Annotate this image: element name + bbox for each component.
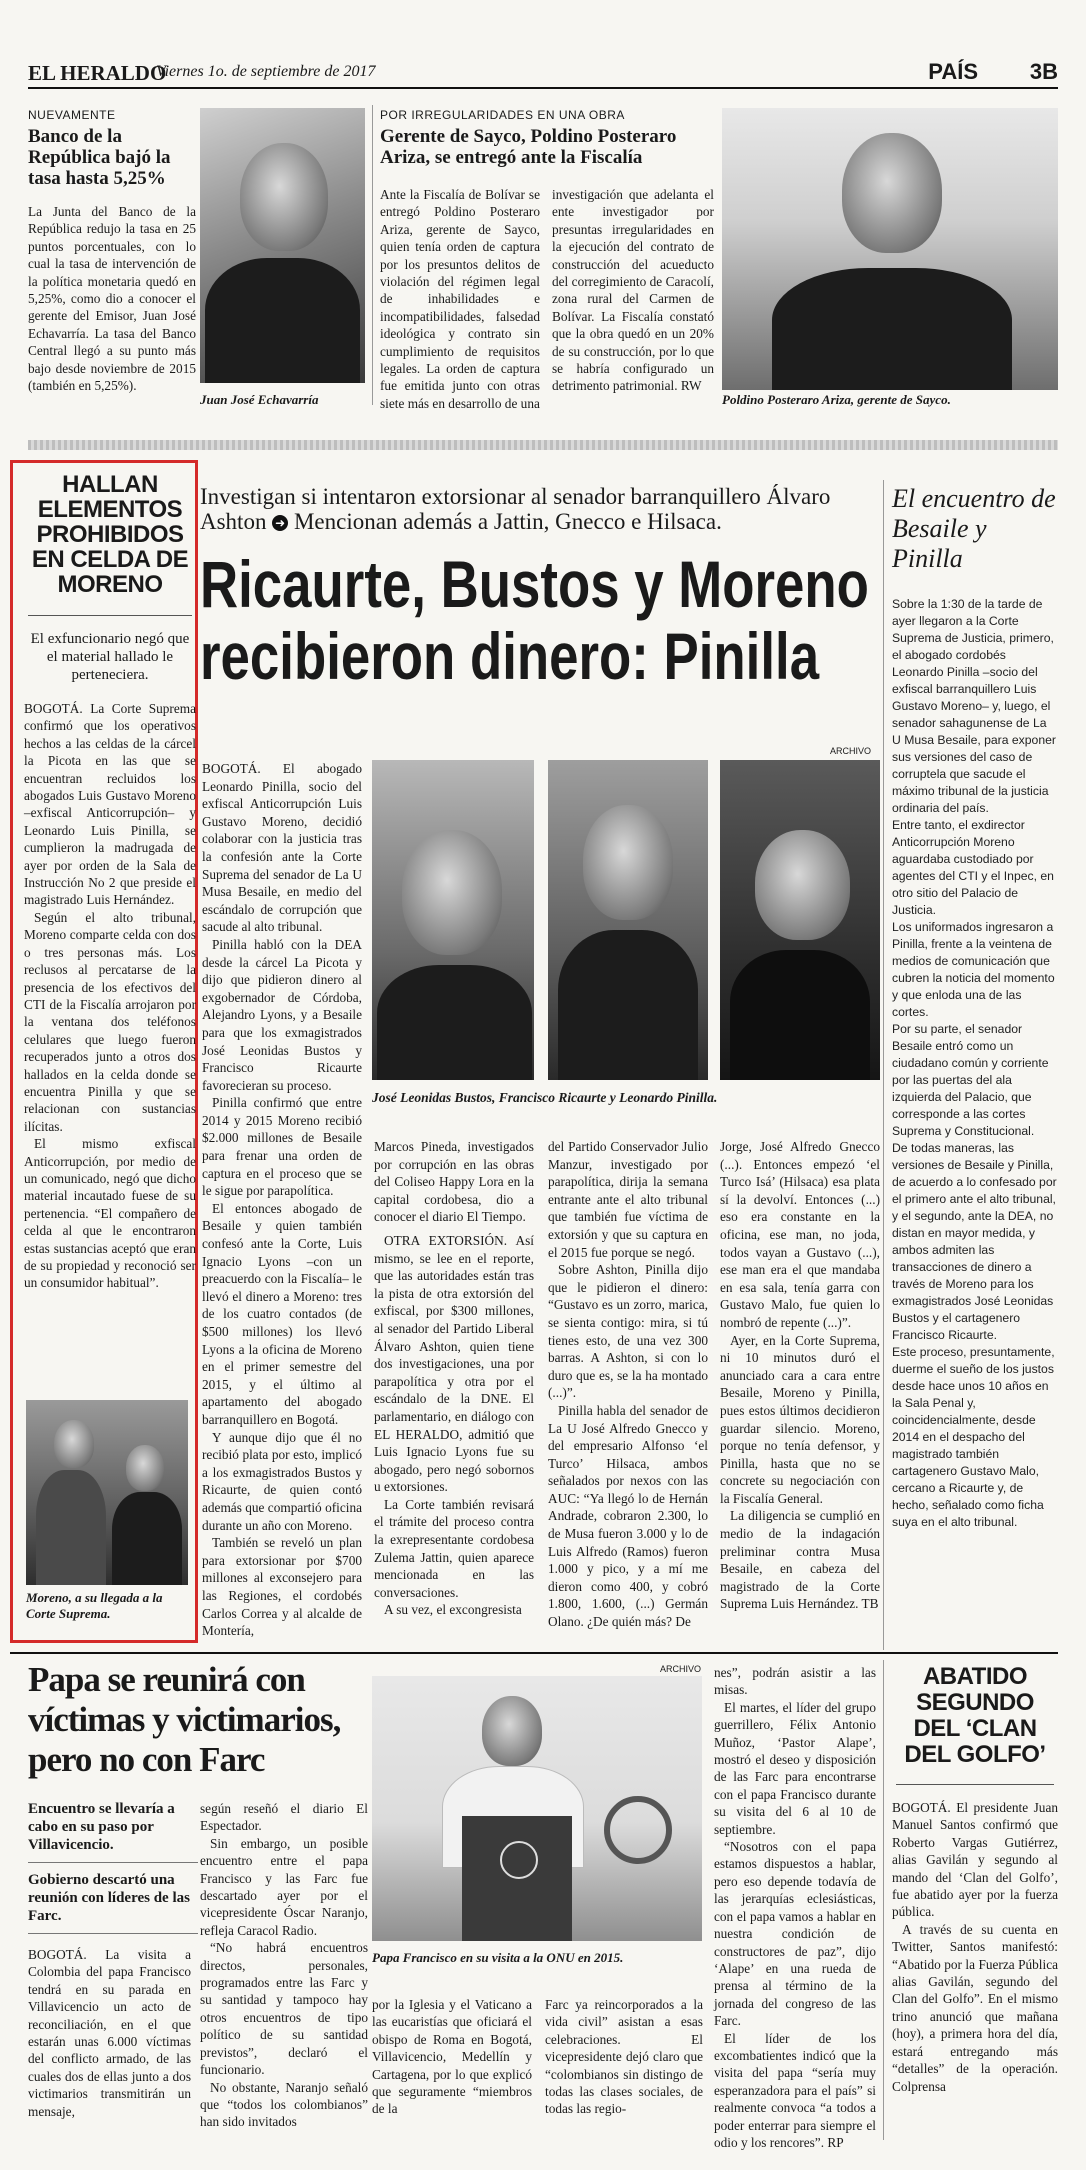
papa-headline: Papa se reunirá con víctimas y victimarios, pero no con Farc bbox=[28, 1660, 341, 1779]
paragraph: El líder de los excombatientes indicó que la visita del papa “sería muy esperanzadora para el país” si realmente convoca “a todos a poder enterrar para siempre el odio y los rencores”. RP bbox=[714, 2030, 876, 2150]
paragraph: OTRA EXTORSIÓN. Así mismo, se lee en el reporte, que las autoridades están tras la pista de otra extorsión del exfiscal, por $300 millones, al senador del Partido Liberal Álvaro Ashton, quien tiene dos investigaciones, una por parapolítica y otra por el escándalo de la DNE. El parlamentario, en diálogo con EL HERALDO, admitió que Luis Ignacio Lyons fue su abogado, pero negó sobornos u extorsiones. bbox=[374, 1232, 534, 1495]
brief-title: Banco de la República bajó la tasa hasta 5,25% bbox=[28, 126, 171, 189]
brief-col: Ante la Fiscalía de Bolívar se entregó Poldino Posteraro Ariza, gerente de Sayco, quien tenía orden de captura por los presuntos delitos de violación del régimen legal de inhabilidades e incompatibilidades, falsedad ideológica y contrato sin cumplimiento de requisitos legales. La orden de captura fue emitida junto con otras siete más en desarrollo de una bbox=[380, 187, 540, 411]
newspaper-name: EL HERALDO bbox=[28, 61, 167, 85]
photo-posteraro bbox=[722, 108, 1058, 390]
paragraph: Marcos Pineda, investigados por corrupción en las obras del Coliseo Happy Lora en la capital cordobesa, dio a conocer el diario El Tiempo. bbox=[374, 1139, 534, 1225]
paragraph: Según el alto tribunal, Moreno comparte celda con dos o tres personas más. Los reclusos al percatarse de la presencia de los efectivos del CTI de la Fiscalía arrojaron por la ventana dos teléfonos celulares que luego fueron recuperados junto a otros dos hallados en la celda donde se encuentra Pinilla y que se relacionan con sustancias ilícitas. bbox=[24, 909, 196, 1134]
papa-column bbox=[200, 1800, 368, 2131]
main-column bbox=[202, 760, 362, 1640]
paragraph: Pinilla confirmó que entre 2014 y 2015 Moreno recibió $2.000 millones de Besaile para frenar una orden de captura en el proceso que se le sigue por parapolítica. bbox=[202, 1095, 362, 1199]
paragraph: del Partido Conservador Julio Manzur, investigado por parapolítica, dirija la semana entrante ante el alto tribunal que también fue víctima de extorsión y que su captura en el 2015 fue porque se negó. bbox=[548, 1139, 708, 1260]
deck-rule bbox=[28, 1862, 198, 1863]
abatido-body bbox=[892, 1799, 1058, 2095]
paragraph: Sin embargo, un posible encuentro entre el papa Francisco y las Farc fue descartado ayer por el vicepresidente Óscar Naranjo, refleja Caracol Radio. bbox=[200, 1835, 368, 1938]
sidebar-body bbox=[24, 700, 196, 1292]
photo-echavarria bbox=[200, 108, 365, 383]
brief-body: La Junta del Banco de la República redujo la tasa en 25 puntos porcentuales, con lo cual la tasa de intervención de la política monetaria quedó en 5,25%, como dio a conocer el gerente del Emisor, Juan José Echavarría. La tasa del Banco Central llegó a su punto más bajo desde noviembre de 2015 (también en 5,25%). bbox=[28, 204, 196, 394]
paragraph: Jorge, José Alfredo Gnecco (...). Entonces empezó ‘el Turco Isá’ (Hilsaca) esa plata sí la devolví. Entonces (...) eso era constante en la oficina, ese man, no joda, todos vayan a Gustavo (...), ese man era el que mandaba en esa sala, tenía garra con Gustavo Malo, fue quien lo nombró de repente (...)”. bbox=[720, 1139, 880, 1330]
paragraph: Pinilla habló con la DEA desde la cárcel La Picota y dijo que pidieron dinero al exgobernador de Córdoba, Alejandro Lyons, y a Besaile para que los exmagistrados José Leonidas Bustos y Francisco Ricaurte favorecieran su proceso. bbox=[202, 936, 362, 1093]
papa-column: por la Iglesia y el Vaticano a las eucaristías que oficiará el obispo de Roma en Bogotá, Villavicencio, Medellín y Cartagena, por lo que explicó que seguramente “miembros de la bbox=[372, 1997, 532, 2117]
divider bbox=[883, 480, 884, 1650]
papa-column: BOGOTÁ. La visita a Colombia del papa Francisco tendrá en su parada en Villavicencio un acto de reconciliación, en el que estarán unas 6.000 víctimas del conflicto armado, de las cuales dos de ellas junto a dos victimarios transmitirán un mensaje, bbox=[28, 1947, 191, 2119]
brief-kicker: NUEVAMENTE bbox=[28, 108, 116, 122]
masthead bbox=[28, 55, 1058, 89]
photo-papa bbox=[372, 1676, 702, 1941]
brief-banco bbox=[28, 108, 196, 394]
deck-line: Gobierno descartó una reunión con líderes de las Farc. bbox=[28, 1872, 190, 1924]
paragraph: No obstante, Naranjo señaló que “todos los colombianos” han sido invitados bbox=[200, 2079, 368, 2130]
brief-title: Gerente de Sayco, Poldino Posteraro Ariza, se entregó ante la Fiscalía bbox=[380, 126, 677, 168]
paragraph: También se reveló un plan para extorsionar por $700 millones al exconsejero para las Regiones, el cordobés Carlos Correa y al alcalde de Montería, bbox=[202, 1535, 362, 1639]
kicker-text-2: Mencionan además a Jattin, Gnecco e Hilsaca. bbox=[293, 509, 722, 534]
main-column bbox=[548, 1138, 708, 1631]
photo-caption: Moreno, a su llegada a la Corte Suprema. bbox=[26, 1590, 163, 1621]
main-photo-credit: ARCHIVO bbox=[830, 746, 872, 756]
paragraph: A través de su cuenta en Twitter, Santos manifestó: “Abatido por la Fuerza Pública alias Gavilán, segundo del Clan del Golfo”. En el mismo trino anunció que mañana (hoy), a primera hora del día, estará entregando más “detalles” de la operación. Colprensa bbox=[892, 1921, 1058, 2094]
wreath-icon bbox=[604, 1796, 672, 1864]
papa-column bbox=[714, 1664, 876, 2151]
paragraph: BOGOTÁ. El presidente Juan Manuel Santos confirmó que Roberto Vargas Gutiérrez, alias Gavilán y segundo al mando del ‘Clan del Golfo’, fue abatido ayer por la fuerza pública. bbox=[892, 1800, 1058, 1920]
encuentro-box bbox=[892, 484, 1058, 1531]
abatido-title: ABATIDO SEGUNDO DEL ‘CLAN DEL GOLFO’ bbox=[904, 1663, 1046, 1768]
main-column bbox=[374, 1138, 534, 1619]
photo-caption: Juan José Echavarría bbox=[200, 392, 319, 407]
paragraph: “No habrá encuentros directos, personales, programados entre las Farc y su santidad y tampoco hay otros encuentros de tipo político de su santidad previstos”, declaró el funcionario. bbox=[200, 1940, 368, 2078]
photo-caption: Poldino Posteraro Ariza, gerente de Sayco. bbox=[722, 392, 951, 407]
brief-kicker: POR IRREGULARIDADES EN UNA OBRA bbox=[380, 108, 625, 122]
main-headline bbox=[200, 548, 880, 698]
issue-date: Viernes 1o. de septiembre de 2017 bbox=[156, 63, 376, 80]
deck-line: Encuentro se llevaría a cabo en su paso por Villavicencio. bbox=[28, 1801, 175, 1853]
paragraph: A su vez, el excongresista bbox=[384, 1602, 522, 1618]
sidebar bbox=[24, 472, 196, 1292]
photo-caption: José Leonidas Bustos, Francisco Ricaurte y Leonardo Pinilla. bbox=[372, 1090, 718, 1105]
paragraph: La diligencia se cumplió en medio de la indagación preliminar contra Musa Besaile, en cabeza del magistrado de la Corte Suprema Luis Hernández. TB bbox=[720, 1508, 880, 1612]
paragraph: “Nosotros con el papa estamos dispuestos a hablar, pero eso depende todavía de las jerarquías eclesiásticas, con el papa vamos a hablar en nuestra condición de constructores de paz”, dijo ‘Alape’ en una rueda de prensa al término de la jornada del congreso de las Farc. bbox=[714, 1839, 876, 2029]
paragraph: Y aunque dijo que él no recibió plata por esto, implicó a los exmagistrados Bustos y Ricaurte, de quien contó además que compartió oficina durante un año con Moreno. bbox=[202, 1429, 362, 1533]
paragraph: El entonces abogado de Besaile y quien también confesó ante la Corte, Luis Ignacio Lyons –con un preacuerdo con la Fiscalía– le llevó el dinero a Moreno: tres de los cuatro contados (de $500 millones) los llevó Lyons a la oficina de Moreno en el primer semestre del 2015, y el último al apartamento del abogado barranquillero en Bogotá. bbox=[202, 1200, 362, 1427]
paragraph: El martes, el líder del grupo guerrillero, Félix Antonio Muñoz, ‘Pastor Alape’, mostró el deseo y disposición de las Farc para encontrarse con el papa Francisco durante su visita del 6 al 10 de septiembre. bbox=[714, 1699, 876, 1837]
paragraph: BOGOTÁ. El abogado Leonardo Pinilla, socio del exfiscal Anticorrupción Luis Gustavo Moreno, decidió colaborar con la justicia tras la confesión ante la Corte Suprema del senador de La U Musa Besaile, en medio del escándalo de corrupción que sacude al alto tribunal. bbox=[202, 761, 362, 935]
paragraph: Este proceso, presuntamente, duerme el sueño de los justos desde hace unos 10 años en la Sala Penal y, coincidencialmente, desde 2014 en el despacho del magistrado también cartagenero Gustavo Malo, cercano a Ricaurte y, de hecho, señalado como ficha suya en el alto tribunal. bbox=[892, 1345, 1055, 1529]
paragraph: BOGOTÁ. La Corte Suprema confirmó que los operativos hechos a las celdas de la cárcel la Picota en las que se encuentran recluidos los abogados Luis Gustavo Moreno –exfiscal Anticorrupción– y Leonardo Luis Pinilla, se cumplieron la madrugada de ayer por orden de la Sala de Instrucción No 2 que preside el magistrado Luis Hernández. bbox=[24, 701, 196, 908]
encuentro-title: El encuentro de Besaile y Pinilla bbox=[892, 484, 1056, 573]
photo-moreno bbox=[26, 1400, 188, 1585]
headline-line: recibieron dinero: Pinilla bbox=[200, 619, 820, 693]
section-divider bbox=[28, 440, 1058, 450]
paragraph: La Corte también revisará el trámite del proceso contra la exrepresentante cordobesa Zulema Jattin, quien aparece mencionada en las conversaciones. bbox=[374, 1496, 534, 1600]
brief-sayco bbox=[380, 108, 720, 168]
encuentro-body bbox=[892, 596, 1058, 1531]
abatido-box bbox=[892, 1664, 1058, 2095]
papa-column: Farc ya reincorporados a la vida civil” asistan a esas celebraciones. El vicepresidente dejó claro que “colombianos sin distingo de todas las clases sociales, de todas las regio- bbox=[545, 1997, 703, 2117]
sidebar-title: HALLAN ELEMENTOS PROHIBIDOS EN CELDA DE MORENO bbox=[31, 471, 189, 598]
papa-photo-credit: ARCHIVO bbox=[660, 1664, 702, 1674]
section-name: PAÍS bbox=[928, 59, 978, 84]
paragraph: nes”, podrán asistir a las misas. bbox=[714, 1665, 876, 1698]
paragraph: Sobre Ashton, Pinilla dijo que le pidieron el dinero: “Gustavo es un zorro, marica, se sienta contigo: mira, si tú tienes esto, de una vez 300 barras. A Ashton, si con lo duro que es, se la ha montado (...)”. bbox=[548, 1262, 708, 1401]
paragraph: Ayer, en la Corte Suprema, ni 10 minutos duró el anunciado cara a cara entre Besaile, Moreno y Pinilla, pues estos últimos decidieron guardar silencio. Moreno, porque no tenía defensor, y Pinilla, hasta que no se concrete su negociación con la Fiscalía General. bbox=[720, 1332, 880, 1506]
paragraph: según reseñó el diario El Espectador. bbox=[200, 1801, 368, 1834]
title-rule bbox=[896, 1784, 1054, 1785]
photo-bustos bbox=[372, 760, 534, 1080]
divider bbox=[372, 105, 373, 405]
main-kicker bbox=[200, 484, 875, 534]
paragraph: Entre tanto, el exdirector Anticorrupción Moreno aguardaba custodiado por agentes del CTI y el Inpec, en otro sitio del Palacio de Justicia. bbox=[892, 818, 1054, 917]
paragraph: Por su parte, el senador Besaile entró como un ciudadano común y corriente por las puertas del ala izquierda del Palacio, que corresponde a las cortes Suprema y Constitucional. bbox=[892, 1022, 1049, 1138]
photo-pinilla bbox=[720, 760, 880, 1080]
section-divider bbox=[10, 1652, 1058, 1654]
headline-line: Ricaurte, Bustos y Moreno bbox=[200, 548, 869, 621]
paragraph: Sobre la 1:30 de la tarde de ayer llegaron a la Corte Suprema de Justicia, primero, el abogado cordobés Leonardo Pinilla –socio del exfiscal barranquillero Luis Gustavo Moreno– y, luego, el senador sahagunense de La U Musa Besaile, para exponer sus versiones del caso de corruptela que sacude el máximo tribunal de la justicia ordinaria del país. bbox=[892, 597, 1056, 815]
sidebar-title-rule bbox=[28, 615, 192, 616]
brief-col: investigación que adelanta el ente investigador por presuntas irregularidades en la ejecución del contrato de construcción del acueducto del corregimiento de Caracolí, zona rural del Carmen de Bolívar. La Fiscalía constató que la obra quedó en un 20% de su construcción, por lo que se habría configurado un detrimento patrimonial. RW bbox=[552, 187, 714, 394]
un-emblem-icon bbox=[500, 1841, 538, 1879]
paragraph: El mismo exfiscal Anticorrupción, por medio de un comunicado, negó que dicho material incautado fuese de su pertenencia. “El compañero de celda al que le encontraron estas sustancias aceptó que eran de su propiedad y reconoció ser un consumidor habitual”. bbox=[24, 1136, 196, 1291]
deck-rule bbox=[28, 1933, 198, 1934]
kicker-text: Investigan si intentaron extorsionar al senador barranquillero Álvaro Ashton bbox=[200, 484, 831, 534]
paragraph: Pinilla habla del senador de La U José Alfredo Gnecco y del empresario Alfonso ‘el Turco’ Hilsaca, ambos señalados por nexos con las AUC: “Ya llegó lo de Hernán Andrade, cobraron 2.300, lo de Musa fueron 3.000 y lo de Luis Alfredo (Ramos) fueron 1.000 y pico, y a mí me dieron como 400, y cobró 1.800, 1.600, (...) Germán Olano. ¿De quién más? De bbox=[548, 1402, 708, 1630]
sidebar-subtitle: El exfuncionario negó que el material hallado le perteneciera. bbox=[30, 631, 190, 683]
divider bbox=[883, 1660, 884, 2140]
papa-deck bbox=[28, 1800, 198, 1942]
photo-caption: Papa Francisco en su visita a la ONU en 2015. bbox=[372, 1950, 624, 1965]
paragraph: De todas maneras, las versiones de Besaile y Pinilla, de acuerdo a lo confesado por el primero ante el alto tribunal, y el segundo, ante la DEA, no distan en mayor medida, y ambos admiten las transacciones de dinero a través de Moreno para los exmagistrados José Leonidas Bustos y el cartagenero Francisco Ricaurte. bbox=[892, 1141, 1057, 1342]
paragraph: Los uniformados ingresaron a Pinilla, frente a la veintena de medios de comunicación que cubren la noticia del momento y que enloda una de las cortes. bbox=[892, 920, 1055, 1019]
photo-ricaurte bbox=[548, 760, 708, 1080]
page-number: 3B bbox=[1029, 59, 1058, 84]
arrow-icon: ➜ bbox=[272, 515, 288, 531]
main-column bbox=[720, 1138, 880, 1613]
